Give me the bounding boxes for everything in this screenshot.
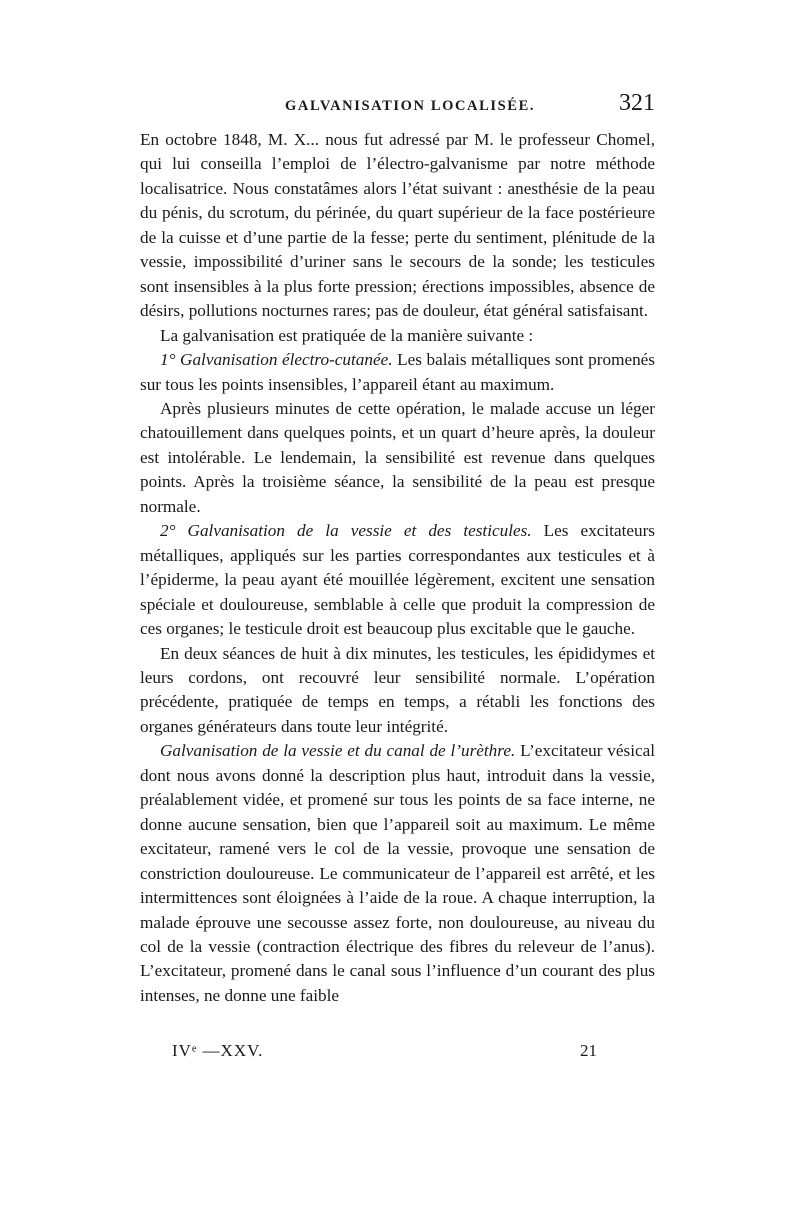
sheet-number: 21 [580,1041,597,1060]
paragraph-3 [140,348,655,397]
paragraph-text: La galvanisation est pratiquée de la manière suivante : [160,325,534,345]
paragraph-text: Les balais métalliques sont promenés sur tous les points insensibles, l’appareil étant au maximum. [140,350,655,394]
paragraph-6 [140,642,655,740]
paragraph-text: En octobre 1848, M. X... nous fut adressé par M. le professeur Chomel, qui lui conseilla l’emploi de l’électro-galvanisme par notre méthode localisatrice. Nous constatâmes alors l’état suivant : anesthésie de la peau du pénis, du scrotum, du périnée, du quart supérieur de la face postérieure de la cuisse et d’une partie de la fesse; perte du sentiment, plénitude de la vessie, impossibilité d’uriner sans le secours de la sonde; les testicules sont insensibles à la plus forte pression; érections impossibles, absence de désirs, pollutions nocturnes rares; pas de douleur, état général satisfaisant. [140,130,655,321]
body-text [140,128,655,1008]
page-footer [140,1041,655,1065]
paragraph-text: L’excitateur vésical dont nous avons donné la description plus haut, introduit dans la vessie, préalablement vidée, et promené sur tous les points de sa face interne, ne donne aucune sensation, bien que l’appareil soit au maximum. Le même excitateur, ramené vers le col de la vessie, provoque une sensation de constriction douloureuse. Le communicateur de l’appareil est arrêté, et les intermittences sont éloignées à l’aide de la roue. A chaque interruption, la malade éprouve une secousse assez forte, non douloureuse, au niveau du col de la vessie (contraction électrique des fibres du releveur de l’anus). L’excitateur, promené dans le canal sous l’influence d’un courant des plus intenses, ne donne une faible [140,741,655,1005]
running-title: GALVANISATION LOCALISÉE. [285,98,536,114]
signature-mark: IVᵉ —XXV. [172,1041,264,1060]
section-heading: Galvanisation de la vessie et du canal de l’urèthre. [160,741,516,761]
paragraph-5 [140,519,655,641]
paragraph-text: Après plusieurs minutes de cette opération, le malade accuse un léger chatouillement dans quelques points, et un quart d’heure après, la douleur est intolérable. Le lendemain, la sensibilité est revenue dans quelques points. Après la troisième séance, la sensibilité de la peau est presque normale. [140,398,655,516]
paragraph-1 [140,128,655,324]
paragraph-text: En deux séances de huit à dix minutes, les testicules, les épididymes et leurs cordons, ont recouvré leur sensibilité normale. L’opération précédente, pratiquée de temps en temps, a rétabli les fonctions des organes générateurs dans toute leur intégrité. [140,643,655,736]
paragraph-4 [140,397,655,519]
paragraph-text: Les excitateurs métalliques, appliqués sur les parties correspondantes aux testicules et à l’épiderme, la peau ayant été mouillée légèrement, excitent une sensation spéciale et douloureuse, semblable à celle que produit la compression de ces organes; le testicule droit est beaucoup plus excitable que le gauche. [140,521,655,639]
page-header [140,90,655,124]
paragraph-7 [140,739,655,1008]
section-heading: 2° Galvanisation de la vessie et des testicules. [160,521,532,541]
section-heading: 1° Galvanisation électro-cutanée. [160,350,393,370]
page-number: 321 [619,90,655,116]
paragraph-2 [140,324,655,348]
